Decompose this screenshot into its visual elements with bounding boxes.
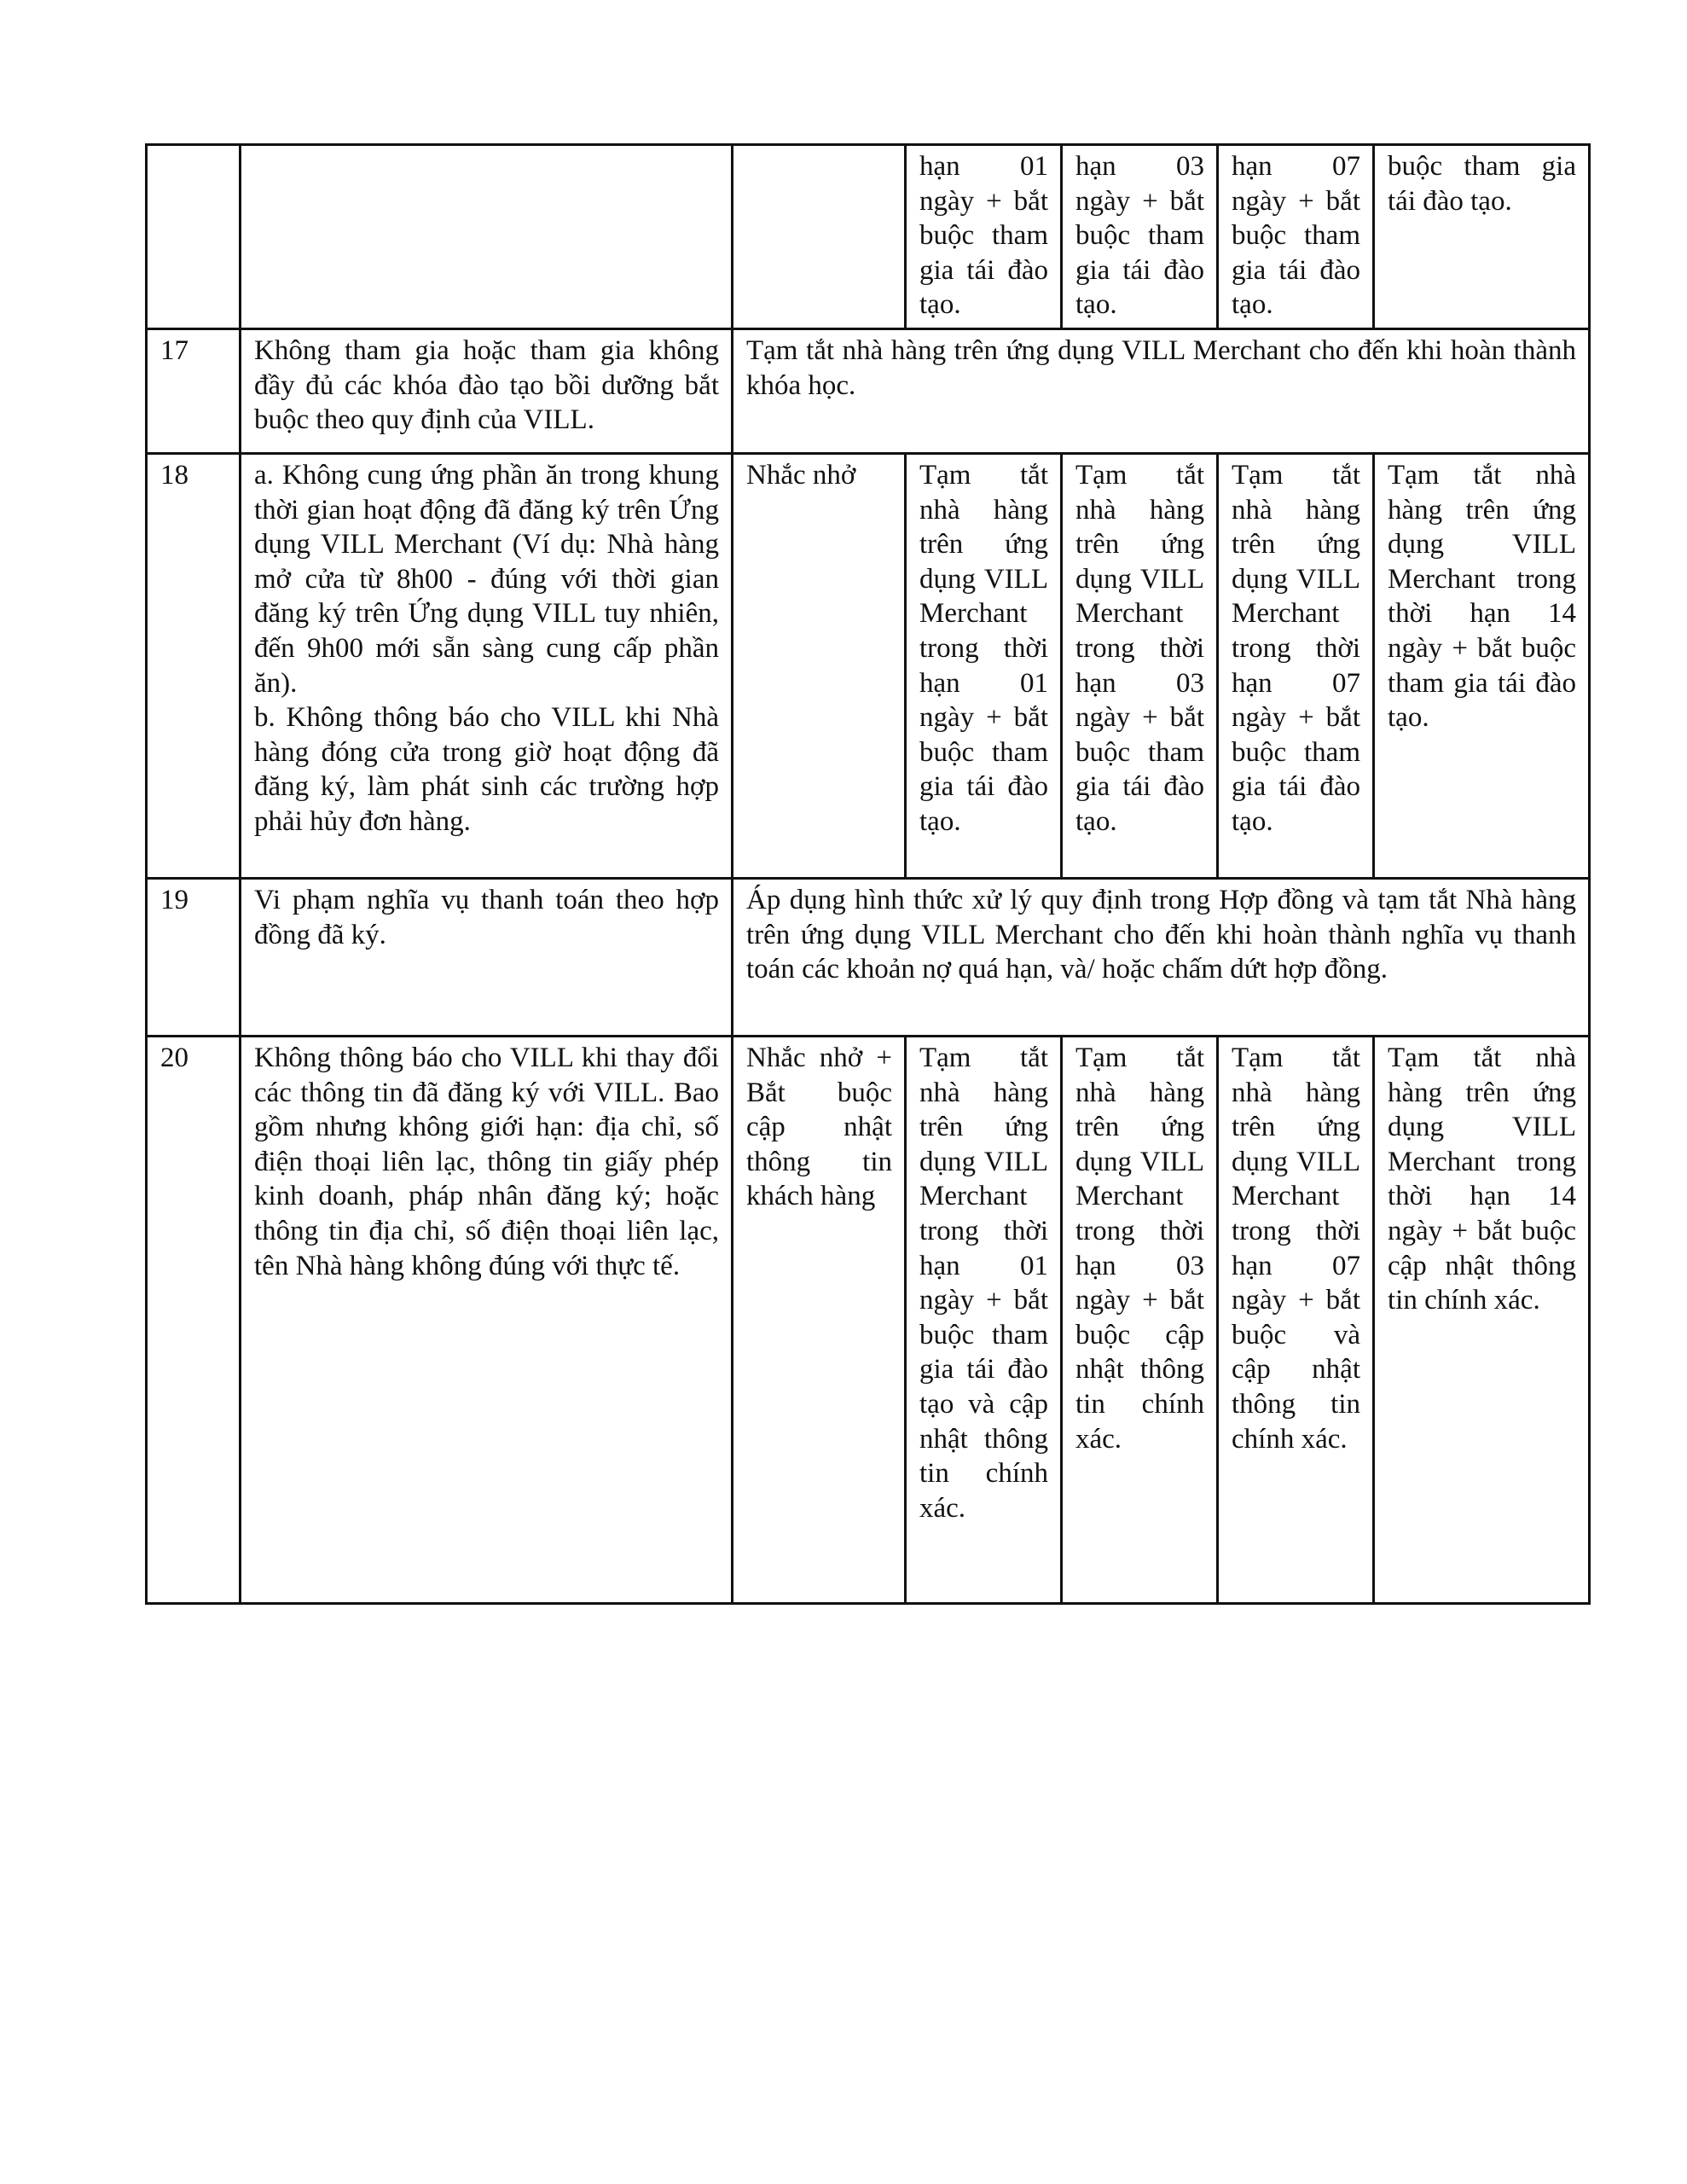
table-row-continued — [147, 145, 1590, 329]
row-number-cell: 17 — [147, 328, 241, 453]
row-number-cell: 19 — [147, 878, 241, 1036]
penalty-level-2-cell: Tạm tắt nhà hàng trên ứng dụng VILL Merchant trong thời hạn 01 ngày + bắt buộc tham gia tái đào tạo. — [906, 453, 1062, 878]
penalty-level-3-cell: hạn 03 ngày + bắt buộc tham gia tái đào tạo. — [1062, 145, 1218, 329]
row-number-cell: 20 — [147, 1036, 241, 1603]
table-row-19 — [147, 878, 1590, 1036]
violation-cell: Không thông báo cho VILL khi thay đổi các thông tin đã đăng ký với VILL. Bao gồm nhưng không giới hạn: địa chỉ, số điện thoại liên lạc, thông tin giấy phép kinh doanh, pháp nhân đăng ký; hoặc thông tin địa chỉ, số điện thoại liên lạc, tên Nhà hàng không đúng với thực tế. — [241, 1036, 733, 1603]
violation-cell — [241, 453, 733, 878]
penalty-level-3-cell: Tạm tắt nhà hàng trên ứng dụng VILL Merchant trong thời hạn 03 ngày + bắt buộc tham gia tái đào tạo. — [1062, 453, 1218, 878]
penalty-level-2-cell: Tạm tắt nhà hàng trên ứng dụng VILL Merchant trong thời hạn 01 ngày + bắt buộc tham gia tái đào tạo và cập nhật thông tin chính xác. — [906, 1036, 1062, 1603]
penalty-level-5-cell: Tạm tắt nhà hàng trên ứng dụng VILL Merchant trong thời hạn 14 ngày + bắt buộc cập nhật thông tin chính xác. — [1374, 1036, 1590, 1603]
penalty-merged-cell: Áp dụng hình thức xử lý quy định trong Hợp đồng và tạm tắt Nhà hàng trên ứng dụng VILL Merchant cho đến khi hoàn thành nghĩa vụ thanh toán các khoản nợ quá hạn, và/ hoặc chấm dứt hợp đồng. — [733, 878, 1590, 1036]
penalty-level-1-cell: Nhắc nhở — [733, 453, 906, 878]
row-number-cell — [147, 145, 241, 329]
table-row-18 — [147, 453, 1590, 878]
violation-cell — [241, 145, 733, 329]
penalty-level-2-cell: hạn 01 ngày + bắt buộc tham gia tái đào tạo. — [906, 145, 1062, 329]
row-number-cell: 18 — [147, 453, 241, 878]
violation-cell: Vi phạm nghĩa vụ thanh toán theo hợp đồng đã ký. — [241, 878, 733, 1036]
violation-item-b: b. Không thông báo cho VILL khi Nhà hàng đóng cửa trong giờ hoạt động đã đăng ký, làm phát sinh các trường hợp phải hủy đơn hàng. — [254, 702, 719, 837]
penalty-level-4-cell: hạn 07 ngày + bắt buộc tham gia tái đào tạo. — [1218, 145, 1374, 329]
penalty-level-1-cell: Nhắc nhở + Bắt buộc cập nhật thông tin khách hàng — [733, 1036, 906, 1603]
penalty-level-4-cell: Tạm tắt nhà hàng trên ứng dụng VILL Merchant trong thời hạn 07 ngày + bắt buộc và cập nhật thông tin chính xác. — [1218, 1036, 1374, 1603]
penalty-level-3-cell: Tạm tắt nhà hàng trên ứng dụng VILL Merchant trong thời hạn 03 ngày + bắt buộc cập nhật thông tin chính xác. — [1062, 1036, 1218, 1603]
penalty-level-5-cell: Tạm tắt nhà hàng trên ứng dụng VILL Merchant trong thời hạn 14 ngày + bắt buộc tham gia tái đào tạo. — [1374, 453, 1590, 878]
violation-item-a: a. Không cung ứng phần ăn trong khung thời gian hoạt động đã đăng ký trên Ứng dụng VILL Merchant (Ví dụ: Nhà hàng mở cửa từ 8h00 - đúng với thời gian đăng ký trên Ứng dụng VILL tuy nhiên, đến 9h00 mới sẵn sàng cung cấp phần ăn). — [254, 459, 719, 699]
violation-penalty-table — [145, 143, 1591, 1605]
table-row-17 — [147, 328, 1590, 453]
table-row-20 — [147, 1036, 1590, 1603]
violation-cell: Không tham gia hoặc tham gia không đầy đủ các khóa đào tạo bồi dưỡng bắt buộc theo quy định của VILL. — [241, 328, 733, 453]
penalty-level-4-cell: Tạm tắt nhà hàng trên ứng dụng VILL Merchant trong thời hạn 07 ngày + bắt buộc tham gia tái đào tạo. — [1218, 453, 1374, 878]
penalty-merged-cell: Tạm tắt nhà hàng trên ứng dụng VILL Merchant cho đến khi hoàn thành khóa học. — [733, 328, 1590, 453]
penalty-level-1-cell — [733, 145, 906, 329]
penalty-level-5-cell: buộc tham gia tái đào tạo. — [1374, 145, 1590, 329]
